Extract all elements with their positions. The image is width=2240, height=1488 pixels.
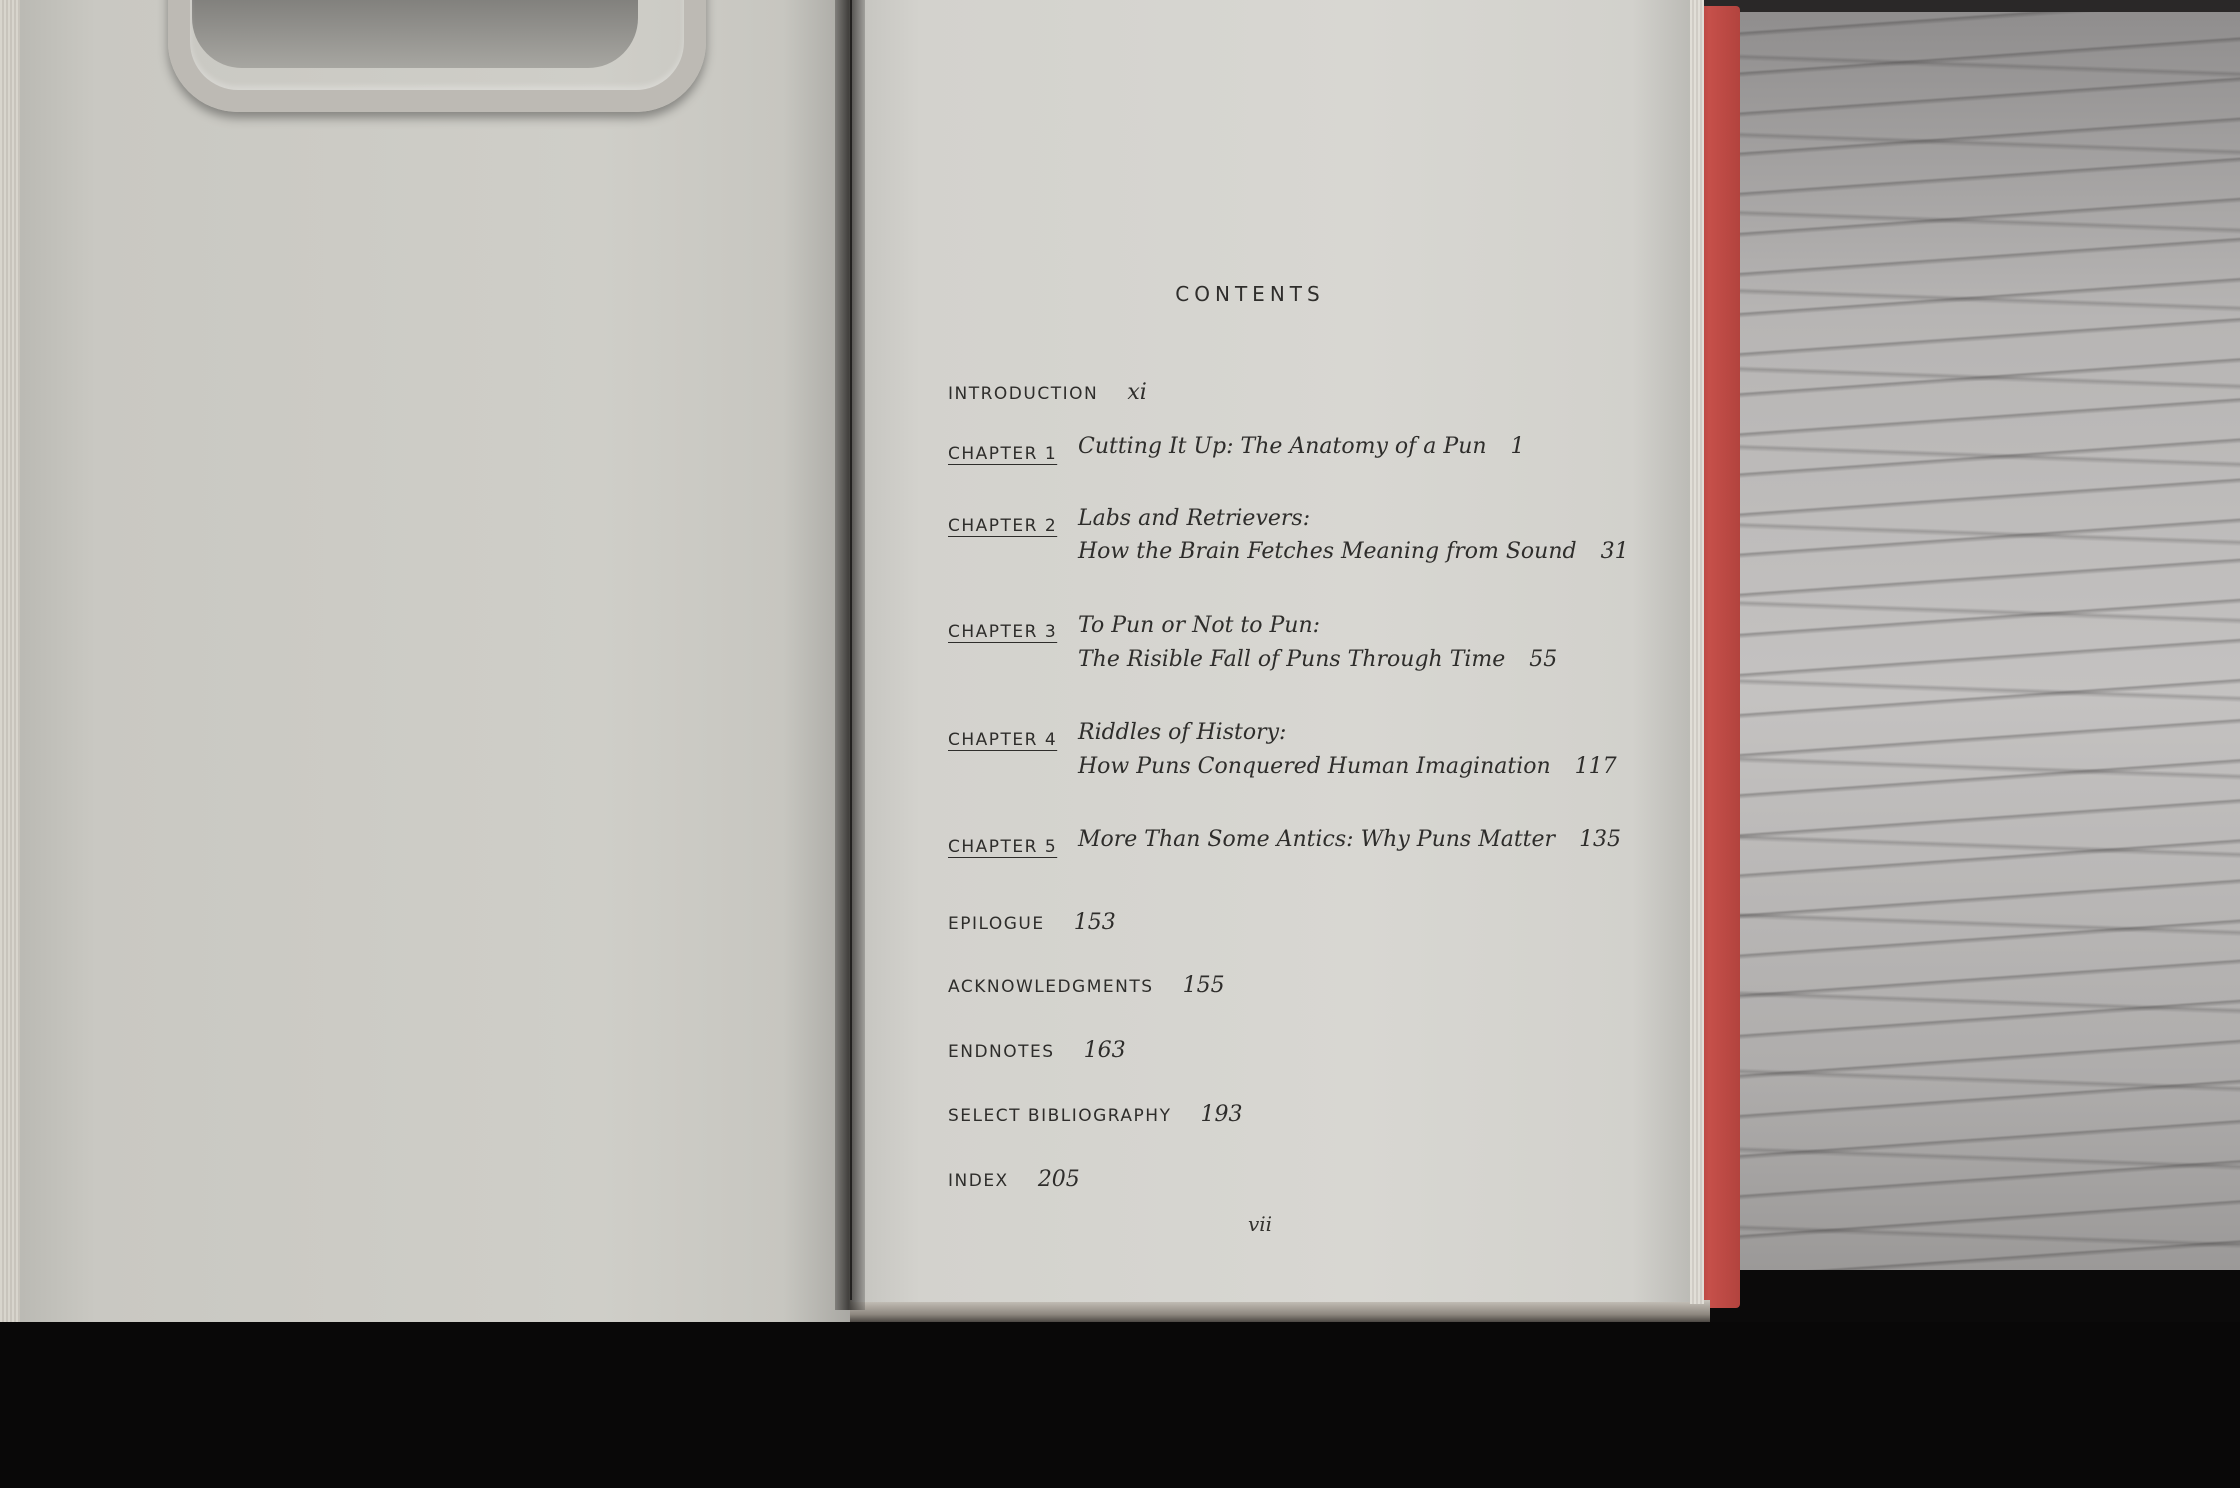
toc-entry-index [948, 1167, 1080, 1192]
toc-entry-acknowledgments [948, 973, 1225, 998]
toc-page-number: 163 [1083, 1038, 1126, 1063]
toc-page-number: 117 [1574, 754, 1617, 779]
left-page-edges [0, 0, 20, 1322]
chapter-title-line: The Risible Fall of Puns Through Time [1078, 647, 1506, 672]
contents-heading: CONTENTS [1175, 282, 1325, 306]
wall-background [1700, 0, 2240, 1270]
chapter-label: CHAPTER 3 [948, 622, 1058, 642]
page-clip-object [168, 0, 706, 112]
toc-label: SELECT BIBLIOGRAPHY [948, 1106, 1172, 1126]
toc-page-number: 31 [1600, 539, 1629, 564]
toc-entry-chapter-4 [948, 730, 1057, 750]
chapter-title-line: Riddles of History: [1078, 720, 1287, 745]
toc-page-number: 153 [1073, 910, 1116, 935]
toc-label: ACKNOWLEDGMENTS [948, 977, 1154, 997]
toc-entry-chapter-3 [948, 622, 1057, 642]
toc-label: INDEX [948, 1171, 1009, 1191]
chapter-title [1078, 539, 1629, 564]
chapter-title-line: To Pun or Not to Pun: [1078, 613, 1321, 638]
toc-page-number: 155 [1182, 973, 1225, 998]
toc-entry-epilogue [948, 910, 1116, 935]
chapter-title-line: Cutting It Up: The Anatomy of a Pun [1078, 434, 1487, 459]
toc-label: INTRODUCTION [948, 384, 1099, 404]
toc-label: ENDNOTES [948, 1042, 1055, 1062]
toc-page-number: 193 [1200, 1102, 1243, 1127]
toc-label: EPILOGUE [948, 914, 1045, 934]
toc-entry-introduction [948, 380, 1147, 405]
wall-top-shadow [1700, 0, 2240, 12]
right-page-edges [1690, 0, 1704, 1304]
toc-entry-chapter-5 [948, 837, 1057, 857]
chapter-title-line: How Puns Conquered Human Imagination [1078, 754, 1551, 779]
chapter-label: CHAPTER 2 [948, 516, 1058, 536]
chapter-label: CHAPTER 1 [948, 444, 1058, 464]
book-gutter [835, 0, 865, 1310]
chapter-title [1078, 434, 1525, 459]
chapter-label: CHAPTER 4 [948, 730, 1058, 750]
chapter-title-line: More Than Some Antics: Why Puns Matter [1078, 827, 1556, 852]
toc-entry-chapter-2 [948, 516, 1057, 536]
left-page [12, 0, 850, 1322]
chapter-title [1078, 647, 1557, 672]
chapter-title [1078, 754, 1617, 779]
chapter-title-line: Labs and Retrievers: [1078, 506, 1311, 531]
toc-entry-chapter-1 [948, 444, 1057, 464]
chapter-label: CHAPTER 5 [948, 837, 1058, 857]
toc-entry-endnotes [948, 1038, 1126, 1063]
toc-page-number: 55 [1529, 647, 1558, 672]
toc-page-number: xi [1127, 380, 1147, 405]
toc-page-number: 1 [1510, 434, 1525, 459]
toc-entry-select-bibliography [948, 1102, 1243, 1127]
toc-page-number: 135 [1579, 827, 1622, 852]
page-folio-number: vii [1247, 1212, 1273, 1236]
dark-foreground [0, 1322, 2240, 1488]
toc-page-number: 205 [1037, 1167, 1080, 1192]
chapter-title [1078, 827, 1621, 852]
chapter-title-line: How the Brain Fetches Meaning from Sound [1078, 539, 1577, 564]
